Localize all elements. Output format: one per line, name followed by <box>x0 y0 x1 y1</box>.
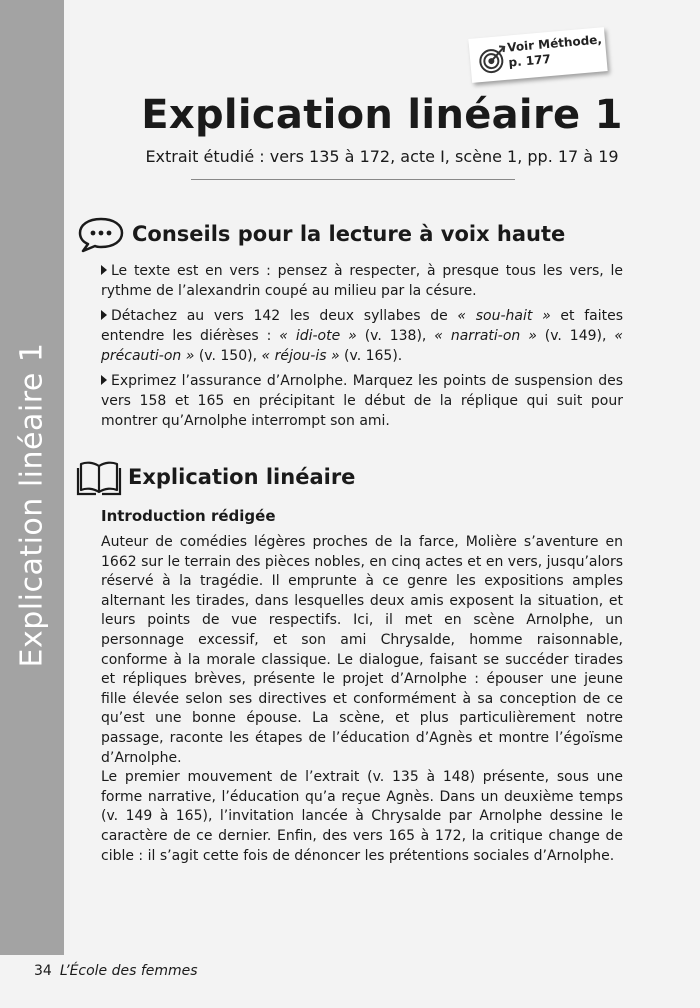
bullet-triangle-icon <box>101 375 107 385</box>
open-book-icon <box>76 458 122 496</box>
advice-tip-2: Détachez au vers 142 les deux syllabes de « sou-hait » et faites entendre les diérèses : « idi-ote » (v. 138), « narrati-on » (v. 149), « précauti-on » (v. 150), « réjou-is » (v. 165). <box>101 308 623 364</box>
bullet-triangle-icon <box>101 265 107 275</box>
speech-bubble-icon <box>76 215 126 253</box>
bullet-triangle-icon <box>101 310 107 320</box>
intro-paragraph-1: Auteur de comédies légères proches de la farce, Molière s’aventure en 1662 sur le terrain des pièces nobles, en cinq actes et en vers, jusqu’alors réservé à la tragédie. Il emprunte à ce genre les expositions amples alternant les tirades, dans lesquelles deux amis exposent la situation, et leurs points de vue respectifs. Ici, il met en scène Arnolphe, un personnage excessif, et son ami Chrysalde, homme raisonnable, conforme à la morale classique. Le dialogue, faisant se succéder tirades et répliques brèves, présente le projet d’Arnolphe : épouser une jeune fille élevée selon ses directives et conformément à sa conception de ce qu’est une bonne épouse. La scène, et plus particulièrement notre passage, raconte les étapes de l’éducation d’Agnès et montre l’égoïsme d’Arnolphe. <box>101 534 623 766</box>
intro-paragraph-2: Le premier mouvement de l’extrait (v. 135 à 148) présente, sous une forme narrative, l’éducation qu’a reçue Agnès. Dans un deuxième temps (v. 149 à 165), l’invitation lancée à Chrysalde par Arnolphe dessine le caractère de ce dernier. Enfin, des vers 165 à 172, la critique change de cible : il s’agit cette fois de dénoncer les prétentions sociales d’Arnolphe. <box>101 769 623 864</box>
advice-list <box>101 261 623 436</box>
note-text <box>507 32 605 70</box>
advice-section-header <box>76 214 565 254</box>
explication-section-header <box>76 457 355 497</box>
note-line-2: p. 177 <box>507 51 552 70</box>
book-title: L’École des femmes <box>59 963 198 979</box>
method-reference-note[interactable] <box>468 27 607 83</box>
page-title: Explication linéaire 1 <box>141 92 623 138</box>
note-line-1: Voir Méthode, <box>506 32 603 55</box>
subtitle: Extrait étudié : vers 135 à 172, acte I, scène 1, pp. 17 à 19 <box>145 147 619 166</box>
advice-tip-1: Le texte est en vers : pensez à respecter, à presque tous les vers, le rythme de l’alexandrin coupé au milieu par la césure. <box>101 263 623 299</box>
intro-heading: Introduction rédigée <box>101 507 276 525</box>
advice-heading: Conseils pour la lecture à voix haute <box>132 222 566 246</box>
target-arrow-icon <box>477 44 510 77</box>
side-title: Explication linéaire 1 <box>14 342 50 668</box>
page-number: 34 <box>34 963 52 979</box>
page-footer <box>34 963 198 979</box>
advice-tip-3: Exprimez l’assurance d’Arnolphe. Marquez les points de suspension des vers 158 et 165 en précipitant le début de la réplique qui suit pour montrer qu’Arnolphe interrompt son ami. <box>101 373 623 429</box>
side-band <box>0 0 64 955</box>
explication-heading: Explication linéaire <box>128 465 356 489</box>
intro-text <box>101 533 623 866</box>
title-divider <box>191 179 515 180</box>
